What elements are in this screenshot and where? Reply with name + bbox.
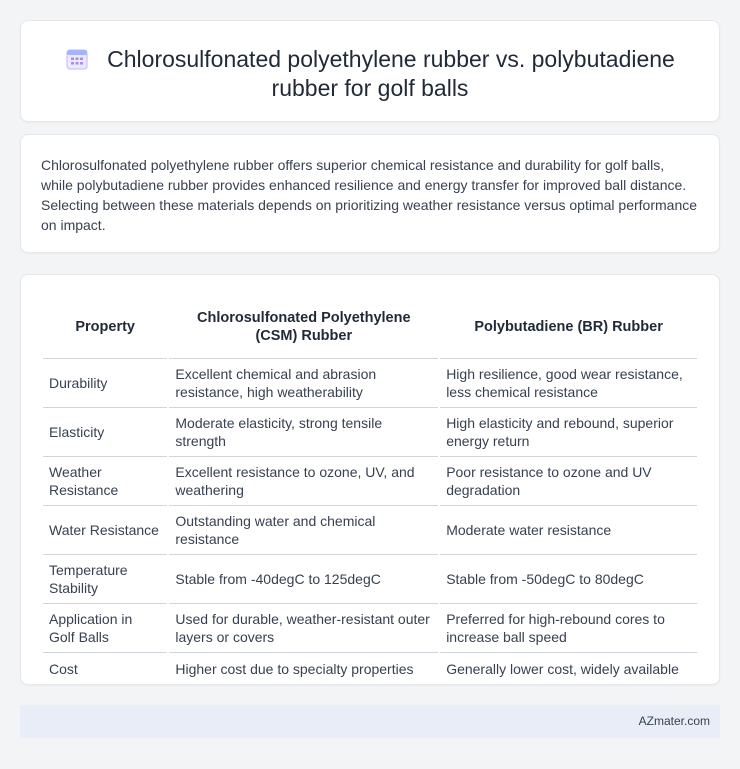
row-csm-value: Excellent resistance to ozone, UV, and weathering xyxy=(169,457,438,506)
title-card xyxy=(20,20,720,122)
row-br-value: Preferred for high-rebound cores to increase ball speed xyxy=(440,604,697,653)
table-row xyxy=(43,359,697,408)
row-property: Cost xyxy=(49,660,78,677)
table-header-row xyxy=(43,295,697,359)
row-property: Durability xyxy=(43,359,167,408)
row-property: Application in Golf Balls xyxy=(43,604,167,653)
row-csm-value: Higher cost due to specialty properties xyxy=(175,660,414,677)
row-property: Temperature Stability xyxy=(43,555,167,604)
table-row xyxy=(43,604,697,653)
comparison-table xyxy=(41,295,699,684)
row-property: Water Resistance xyxy=(43,506,167,555)
footer-brand[interactable]: AZmater.com xyxy=(638,714,710,728)
intro-card xyxy=(20,134,720,253)
row-csm-value: Outstanding water and chemical resistance xyxy=(169,506,438,555)
row-csm-value: Moderate elasticity, strong tensile strength xyxy=(169,408,438,457)
row-property: Elasticity xyxy=(43,408,167,457)
table-row xyxy=(43,653,697,684)
table-row xyxy=(43,555,697,604)
row-br-value: Poor resistance to ozone and UV degradation xyxy=(440,457,697,506)
page-title: Chlorosulfonated polyethylene rubber vs. polybutadiene rubber for golf balls xyxy=(107,46,675,101)
header-csm-rubber: Chlorosulfonated Polyethylene (CSM) Rubber xyxy=(169,295,438,359)
row-csm-value: Excellent chemical and abrasion resistance, high weatherability xyxy=(169,359,438,408)
row-csm-value: Stable from -40degC to 125degC xyxy=(169,555,438,604)
row-br-value: High elasticity and rebound, superior energy return xyxy=(440,408,697,457)
row-br-value: Moderate water resistance xyxy=(440,506,697,555)
header-property: Property xyxy=(43,295,167,359)
table-row xyxy=(43,457,697,506)
header-br-rubber: Polybutadiene (BR) Rubber xyxy=(440,295,697,359)
footer-bar xyxy=(20,705,720,738)
table-row xyxy=(43,506,697,555)
page-title-row xyxy=(21,45,719,103)
intro-paragraph: Chlorosulfonated polyethylene rubber offers superior chemical resistance and durability for golf balls, while polybutadiene rubber provides enhanced resilience and energy transfer for improved ball distance. Selecting between these materials depends on prioritizing weather resistance versus optimal performance on impact. xyxy=(41,157,698,233)
row-property: Weather Resistance xyxy=(43,457,167,506)
row-br-value: Stable from -50degC to 80degC xyxy=(440,555,697,604)
calendar-grid-icon xyxy=(65,47,89,71)
row-br-value: Generally lower cost, widely available xyxy=(446,660,679,677)
row-br-value: High resilience, good wear resistance, less chemical resistance xyxy=(440,359,697,408)
row-csm-value: Used for durable, weather-resistant outer layers or covers xyxy=(169,604,438,653)
comparison-card xyxy=(20,274,720,685)
table-row xyxy=(43,408,697,457)
